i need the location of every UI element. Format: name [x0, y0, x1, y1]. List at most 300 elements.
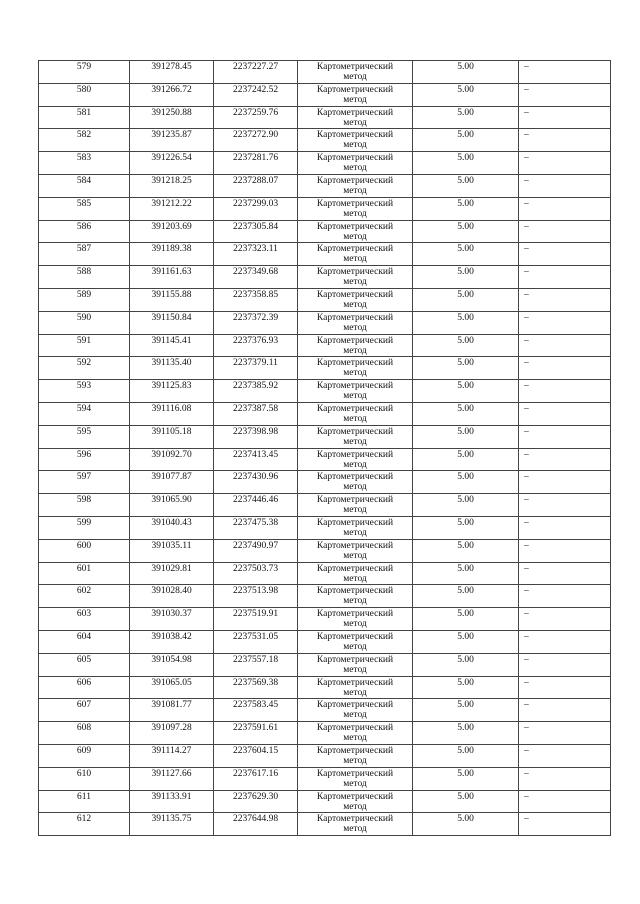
x-coordinate-text: 391135.40	[151, 358, 192, 369]
x-coordinate-cell	[130, 676, 214, 699]
x-coordinate-cell	[130, 380, 214, 403]
method-text: Картометрический метод	[316, 107, 394, 128]
method-text: Картометрический метод	[316, 768, 394, 789]
x-coordinate-text: 391097.28	[151, 723, 192, 734]
point-number-text: 598	[76, 495, 92, 506]
method-cell	[298, 288, 413, 311]
table-row	[39, 744, 611, 767]
note-text: –	[524, 540, 529, 551]
accuracy-text: 5.00	[457, 335, 474, 346]
method-text: Картометрический метод	[316, 381, 394, 402]
y-coordinate-text: 2237531.05	[232, 631, 279, 642]
accuracy-text: 5.00	[457, 495, 474, 506]
y-coordinate-cell	[214, 722, 298, 745]
x-coordinate-text: 391189.38	[151, 244, 192, 255]
table-row	[39, 425, 611, 448]
y-coordinate-cell	[214, 516, 298, 539]
note-text: –	[524, 381, 529, 392]
method-text: Картометрический метод	[316, 791, 394, 812]
note-cell	[519, 813, 611, 836]
method-text: Картометрический метод	[316, 654, 394, 675]
point-number-text: 589	[76, 289, 92, 300]
x-coordinate-text: 391278.45	[151, 62, 192, 72]
point-number-text: 584	[76, 175, 92, 186]
method-cell	[298, 722, 413, 745]
y-coordinate-text: 2237372.39	[232, 312, 279, 323]
point-number-cell	[39, 152, 130, 175]
table-row	[39, 152, 611, 175]
table-row	[39, 471, 611, 494]
note-cell	[519, 288, 611, 311]
note-text: –	[524, 84, 529, 95]
x-coordinate-text: 391125.83	[151, 381, 192, 392]
method-text: Картометрический метод	[316, 563, 394, 584]
method-cell	[298, 220, 413, 243]
coordinates-table	[38, 60, 611, 836]
accuracy-cell	[413, 129, 519, 152]
point-number-cell	[39, 288, 130, 311]
table-row	[39, 653, 611, 676]
accuracy-text: 5.00	[457, 723, 474, 734]
table-row	[39, 562, 611, 585]
point-number-text: 593	[76, 381, 92, 392]
note-text: –	[524, 107, 529, 118]
y-coordinate-text: 2237569.38	[232, 677, 279, 688]
note-cell	[519, 61, 611, 84]
x-coordinate-cell	[130, 197, 214, 220]
accuracy-text: 5.00	[457, 267, 474, 278]
note-text: –	[524, 677, 529, 688]
accuracy-cell	[413, 288, 519, 311]
y-coordinate-text: 2237446.46	[232, 495, 279, 506]
point-number-cell	[39, 630, 130, 653]
y-coordinate-cell	[214, 494, 298, 517]
note-cell	[519, 357, 611, 380]
y-coordinate-cell	[214, 129, 298, 152]
note-cell	[519, 653, 611, 676]
table-row	[39, 608, 611, 631]
point-number-cell	[39, 608, 130, 631]
note-text: –	[524, 472, 529, 483]
x-coordinate-cell	[130, 83, 214, 106]
method-cell	[298, 699, 413, 722]
note-cell	[519, 152, 611, 175]
note-text: –	[524, 221, 529, 232]
point-number-cell	[39, 106, 130, 129]
point-number-text: 602	[76, 586, 92, 597]
accuracy-cell	[413, 539, 519, 562]
note-text: –	[524, 312, 529, 323]
point-number-text: 597	[76, 472, 92, 483]
accuracy-cell	[413, 380, 519, 403]
note-text: –	[524, 335, 529, 346]
y-coordinate-text: 2237299.03	[232, 198, 279, 209]
x-coordinate-cell	[130, 494, 214, 517]
accuracy-cell	[413, 266, 519, 289]
y-coordinate-text: 2237259.76	[232, 107, 279, 118]
method-cell	[298, 197, 413, 220]
point-number-text: 579	[76, 62, 92, 72]
method-cell	[298, 630, 413, 653]
y-coordinate-text: 2237629.30	[232, 791, 279, 802]
point-number-cell	[39, 653, 130, 676]
method-cell	[298, 61, 413, 84]
x-coordinate-cell	[130, 174, 214, 197]
method-text: Картометрический метод	[316, 586, 394, 607]
accuracy-cell	[413, 630, 519, 653]
y-coordinate-text: 2237272.90	[232, 130, 279, 141]
x-coordinate-text: 391235.87	[151, 130, 192, 141]
method-text: Картометрический метод	[316, 449, 394, 470]
accuracy-text: 5.00	[457, 107, 474, 118]
method-text: Картометрический метод	[316, 198, 394, 219]
point-number-text: 580	[76, 84, 92, 95]
x-coordinate-text: 391133.91	[151, 791, 192, 802]
accuracy-cell	[413, 744, 519, 767]
x-coordinate-text: 391030.37	[151, 609, 192, 620]
point-number-text: 581	[76, 107, 92, 118]
note-text: –	[524, 153, 529, 164]
method-cell	[298, 357, 413, 380]
method-text: Картометрический метод	[316, 130, 394, 151]
y-coordinate-cell	[214, 288, 298, 311]
note-cell	[519, 767, 611, 790]
accuracy-text: 5.00	[457, 426, 474, 437]
x-coordinate-text: 391040.43	[151, 517, 192, 528]
point-number-text: 592	[76, 358, 92, 369]
y-coordinate-text: 2237557.18	[232, 654, 279, 665]
method-cell	[298, 402, 413, 425]
method-text: Картометрический метод	[316, 267, 394, 288]
point-number-cell	[39, 197, 130, 220]
note-text: –	[524, 267, 529, 278]
x-coordinate-cell	[130, 585, 214, 608]
method-text: Картометрический метод	[316, 814, 394, 835]
accuracy-cell	[413, 767, 519, 790]
x-coordinate-cell	[130, 288, 214, 311]
point-number-text: 596	[76, 449, 92, 460]
accuracy-cell	[413, 197, 519, 220]
point-number-cell	[39, 266, 130, 289]
table-row	[39, 448, 611, 471]
note-text: –	[524, 358, 529, 369]
accuracy-cell	[413, 562, 519, 585]
y-coordinate-cell	[214, 83, 298, 106]
accuracy-text: 5.00	[457, 745, 474, 756]
y-coordinate-text: 2237398.98	[232, 426, 279, 437]
point-number-text: 595	[76, 426, 92, 437]
x-coordinate-text: 391266.72	[151, 84, 192, 95]
note-text: –	[524, 586, 529, 597]
method-cell	[298, 129, 413, 152]
method-cell	[298, 334, 413, 357]
y-coordinate-text: 2237305.84	[232, 221, 279, 232]
accuracy-cell	[413, 790, 519, 813]
y-coordinate-cell	[214, 106, 298, 129]
accuracy-cell	[413, 653, 519, 676]
accuracy-cell	[413, 585, 519, 608]
point-number-cell	[39, 357, 130, 380]
table-row	[39, 699, 611, 722]
y-coordinate-cell	[214, 471, 298, 494]
method-text: Картометрический метод	[316, 403, 394, 424]
x-coordinate-cell	[130, 129, 214, 152]
accuracy-text: 5.00	[457, 289, 474, 300]
y-coordinate-cell	[214, 402, 298, 425]
accuracy-text: 5.00	[457, 198, 474, 209]
table-row	[39, 630, 611, 653]
table-row	[39, 266, 611, 289]
point-number-text: 582	[76, 130, 92, 141]
note-text: –	[524, 631, 529, 642]
y-coordinate-text: 2237385.92	[232, 381, 279, 392]
x-coordinate-cell	[130, 357, 214, 380]
table-row	[39, 83, 611, 106]
method-cell	[298, 516, 413, 539]
table-row	[39, 380, 611, 403]
accuracy-text: 5.00	[457, 700, 474, 711]
y-coordinate-text: 2237242.52	[232, 84, 279, 95]
point-number-cell	[39, 471, 130, 494]
point-number-cell	[39, 174, 130, 197]
x-coordinate-cell	[130, 562, 214, 585]
note-cell	[519, 174, 611, 197]
x-coordinate-cell	[130, 311, 214, 334]
note-text: –	[524, 609, 529, 620]
note-cell	[519, 311, 611, 334]
point-number-text: 590	[76, 312, 92, 323]
method-cell	[298, 653, 413, 676]
point-number-cell	[39, 699, 130, 722]
note-text: –	[524, 62, 529, 72]
y-coordinate-text: 2237503.73	[232, 563, 279, 574]
point-number-cell	[39, 539, 130, 562]
note-text: –	[524, 700, 529, 711]
note-cell	[519, 494, 611, 517]
note-text: –	[524, 723, 529, 734]
x-coordinate-cell	[130, 699, 214, 722]
accuracy-text: 5.00	[457, 221, 474, 232]
y-coordinate-text: 2237519.91	[232, 609, 279, 620]
point-number-text: 611	[77, 791, 91, 802]
y-coordinate-cell	[214, 334, 298, 357]
coordinates-table-body	[39, 61, 611, 836]
table-row	[39, 106, 611, 129]
method-text: Картометрический метод	[316, 495, 394, 516]
x-coordinate-text: 391203.69	[151, 221, 192, 232]
point-number-text: 607	[76, 700, 92, 711]
y-coordinate-cell	[214, 813, 298, 836]
x-coordinate-text: 391077.87	[151, 472, 192, 483]
y-coordinate-text: 2237379.11	[233, 358, 278, 369]
note-cell	[519, 106, 611, 129]
note-cell	[519, 448, 611, 471]
method-text: Картометрический метод	[316, 244, 394, 265]
note-cell	[519, 630, 611, 653]
accuracy-cell	[413, 334, 519, 357]
y-coordinate-cell	[214, 243, 298, 266]
method-cell	[298, 311, 413, 334]
accuracy-cell	[413, 243, 519, 266]
accuracy-text: 5.00	[457, 153, 474, 164]
accuracy-cell	[413, 152, 519, 175]
method-text: Картометрический метод	[316, 289, 394, 310]
point-number-cell	[39, 83, 130, 106]
note-cell	[519, 676, 611, 699]
note-text: –	[524, 495, 529, 506]
note-text: –	[524, 768, 529, 779]
y-coordinate-cell	[214, 767, 298, 790]
x-coordinate-cell	[130, 653, 214, 676]
method-cell	[298, 744, 413, 767]
note-cell	[519, 608, 611, 631]
accuracy-text: 5.00	[457, 677, 474, 688]
point-number-text: 588	[76, 267, 92, 278]
table-row	[39, 357, 611, 380]
y-coordinate-text: 2237349.68	[232, 267, 279, 278]
x-coordinate-text: 391065.05	[151, 677, 192, 688]
table-row	[39, 813, 611, 836]
point-number-cell	[39, 494, 130, 517]
x-coordinate-text: 391114.27	[151, 745, 192, 756]
point-number-text: 601	[76, 563, 92, 574]
note-cell	[519, 722, 611, 745]
x-coordinate-cell	[130, 790, 214, 813]
y-coordinate-text: 2237323.11	[233, 244, 278, 255]
accuracy-text: 5.00	[457, 540, 474, 551]
point-number-text: 586	[76, 221, 92, 232]
y-coordinate-cell	[214, 699, 298, 722]
method-text: Картометрический метод	[316, 609, 394, 630]
point-number-text: 599	[76, 517, 92, 528]
x-coordinate-cell	[130, 425, 214, 448]
table-row	[39, 174, 611, 197]
accuracy-text: 5.00	[457, 62, 474, 72]
y-coordinate-text: 2237490.97	[232, 540, 279, 551]
x-coordinate-cell	[130, 813, 214, 836]
note-text: –	[524, 403, 529, 414]
method-text: Картометрический метод	[316, 335, 394, 356]
point-number-cell	[39, 744, 130, 767]
x-coordinate-text: 391065.90	[151, 495, 192, 506]
accuracy-text: 5.00	[457, 130, 474, 141]
point-number-cell	[39, 790, 130, 813]
accuracy-cell	[413, 402, 519, 425]
y-coordinate-cell	[214, 174, 298, 197]
table-row	[39, 243, 611, 266]
y-coordinate-cell	[214, 539, 298, 562]
note-text: –	[524, 175, 529, 186]
table-row	[39, 197, 611, 220]
accuracy-text: 5.00	[457, 563, 474, 574]
note-cell	[519, 220, 611, 243]
accuracy-text: 5.00	[457, 403, 474, 414]
x-coordinate-text: 391127.66	[151, 768, 192, 779]
accuracy-cell	[413, 676, 519, 699]
x-coordinate-cell	[130, 722, 214, 745]
accuracy-cell	[413, 516, 519, 539]
method-cell	[298, 471, 413, 494]
y-coordinate-text: 2237591.61	[232, 723, 279, 734]
accuracy-cell	[413, 311, 519, 334]
x-coordinate-text: 391081.77	[151, 700, 192, 711]
point-number-text: 591	[76, 335, 92, 346]
method-cell	[298, 494, 413, 517]
accuracy-cell	[413, 83, 519, 106]
accuracy-text: 5.00	[457, 84, 474, 95]
accuracy-cell	[413, 106, 519, 129]
accuracy-text: 5.00	[457, 517, 474, 528]
y-coordinate-cell	[214, 266, 298, 289]
table-row	[39, 676, 611, 699]
x-coordinate-text: 391155.88	[151, 289, 192, 300]
method-cell	[298, 83, 413, 106]
method-text: Картометрический метод	[316, 472, 394, 493]
point-number-text: 605	[76, 654, 92, 665]
note-text: –	[524, 791, 529, 802]
point-number-cell	[39, 380, 130, 403]
accuracy-text: 5.00	[457, 768, 474, 779]
x-coordinate-text: 391035.11	[151, 540, 192, 551]
accuracy-cell	[413, 722, 519, 745]
note-text: –	[524, 563, 529, 574]
point-number-cell	[39, 767, 130, 790]
method-cell	[298, 380, 413, 403]
x-coordinate-text: 391029.81	[151, 563, 192, 574]
method-text: Картометрический метод	[316, 221, 394, 242]
y-coordinate-cell	[214, 61, 298, 84]
accuracy-cell	[413, 174, 519, 197]
x-coordinate-text: 391250.88	[151, 107, 192, 118]
x-coordinate-cell	[130, 152, 214, 175]
point-number-cell	[39, 61, 130, 84]
point-number-cell	[39, 562, 130, 585]
y-coordinate-cell	[214, 653, 298, 676]
note-cell	[519, 380, 611, 403]
method-cell	[298, 448, 413, 471]
method-cell	[298, 790, 413, 813]
method-text: Картометрический метод	[316, 700, 394, 721]
note-text: –	[524, 244, 529, 255]
table-row	[39, 585, 611, 608]
note-cell	[519, 699, 611, 722]
accuracy-cell	[413, 471, 519, 494]
y-coordinate-cell	[214, 448, 298, 471]
note-text: –	[524, 517, 529, 528]
x-coordinate-text: 391218.25	[151, 175, 192, 186]
method-text: Картометрический метод	[316, 358, 394, 379]
y-coordinate-cell	[214, 380, 298, 403]
y-coordinate-cell	[214, 311, 298, 334]
x-coordinate-cell	[130, 448, 214, 471]
point-number-cell	[39, 516, 130, 539]
accuracy-text: 5.00	[457, 791, 474, 802]
point-number-text: 609	[76, 745, 92, 756]
x-coordinate-text: 391150.84	[151, 312, 192, 323]
table-row	[39, 516, 611, 539]
note-text: –	[524, 654, 529, 665]
method-cell	[298, 585, 413, 608]
x-coordinate-cell	[130, 630, 214, 653]
x-coordinate-text: 391145.41	[151, 335, 192, 346]
point-number-text: 585	[76, 198, 92, 209]
accuracy-cell	[413, 425, 519, 448]
point-number-cell	[39, 220, 130, 243]
method-text: Картометрический метод	[316, 631, 394, 652]
table-row	[39, 767, 611, 790]
point-number-text: 600	[76, 540, 92, 551]
point-number-cell	[39, 311, 130, 334]
